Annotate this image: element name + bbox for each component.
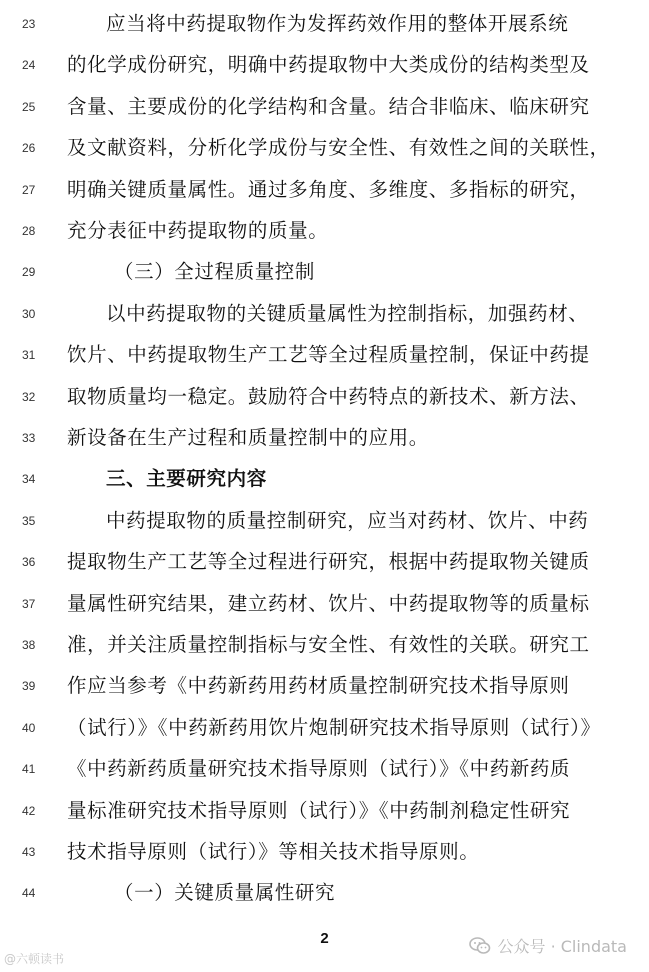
paragraph-line: 明确关键质量属性。通过多角度、多维度、多指标的研究， (67, 177, 590, 201)
document-line (0, 169, 649, 210)
paragraph-line: 技术指导原则（试行）》等相关技术指导原则。 (67, 840, 480, 863)
line-number: 30 (22, 306, 36, 321)
subsection-heading: （一）关键质量属性研究 (114, 881, 336, 905)
document-line (0, 252, 649, 293)
line-number: 29 (22, 265, 36, 280)
paragraph-line: 饮片、中药提取物生产工艺等全过程质量控制，保证中药提 (67, 343, 590, 367)
paragraph-line: 含量、主要成份的化学结构和含量。结合非临床、临床研究 (67, 94, 590, 118)
document-line (0, 707, 649, 748)
watermark-right-label: 公众号 · Clindata (497, 937, 627, 956)
line-number: 26 (22, 141, 36, 156)
document-line (0, 4, 649, 45)
paragraph-line: 应当将中药提取物作为发挥药效作用的整体开展系统 (106, 12, 569, 35)
paragraph-line: 量标准研究技术指导原则（试行）》《中药制剂稳定性研究 (67, 798, 571, 822)
document-line (0, 335, 649, 376)
line-number: 28 (22, 224, 36, 238)
line-number: 44 (22, 886, 36, 901)
document-line (0, 293, 649, 334)
line-number: 40 (22, 720, 36, 735)
document-line (0, 500, 649, 541)
document-line (0, 583, 649, 624)
paragraph-line: 的化学成份研究，明确中药提取物中大类成份的结构类型及 (67, 53, 590, 77)
line-number: 31 (22, 348, 36, 363)
line-number: 33 (22, 431, 36, 445)
line-number: 43 (22, 845, 36, 859)
document-line (0, 873, 649, 914)
subsection-heading: （三）全过程质量控制 (114, 260, 316, 284)
paragraph-line: 《中药新药质量研究技术指导原则（试行）》《中药新药质 (67, 757, 571, 781)
line-number: 24 (22, 58, 36, 73)
document-line (0, 625, 649, 666)
document-line (0, 418, 649, 459)
line-number: 25 (22, 99, 36, 114)
document-line (0, 45, 649, 86)
line-number: 32 (22, 389, 36, 404)
paragraph-line: 充分表征中药提取物的质量。 (67, 219, 329, 242)
watermark-right (469, 934, 627, 957)
paragraph-line: 量属性研究结果，建立药材、饮片、中药提取物等的质量标 (67, 591, 590, 615)
line-number: 38 (22, 638, 36, 652)
paragraph-line: 准，并关注质量控制指标与安全性、有效性的关联。研究工 (67, 633, 590, 656)
document-line (0, 376, 649, 417)
watermark-left: @六顿读书 (4, 952, 65, 966)
document-line (0, 542, 649, 583)
line-number: 34 (22, 472, 36, 487)
page-number: 2 (320, 930, 329, 947)
document-line (0, 749, 649, 790)
line-number: 42 (22, 803, 36, 818)
line-number: 27 (22, 182, 36, 197)
line-number: 36 (22, 555, 36, 570)
paragraph-line: 提取物生产工艺等全过程进行研究，根据中药提取物关键质 (67, 550, 590, 574)
section-heading: 三、主要研究内容 (106, 467, 267, 491)
paragraph-line: 及文献资料，分析化学成份与安全性、有效性之间的关联性， (67, 136, 610, 160)
paragraph-line: 取物质量均一稳定。鼓励符合中药特点的新技术、新方法、 (67, 384, 590, 408)
document-line (0, 86, 649, 127)
document-line (0, 128, 649, 169)
line-number: 37 (22, 596, 36, 611)
line-number: 41 (22, 762, 36, 777)
document-line (0, 666, 649, 707)
paragraph-line: 新设备在生产过程和质量控制中的应用。 (67, 426, 429, 449)
document-line (0, 790, 649, 831)
wechat-icon (469, 937, 491, 955)
paragraph-line: 以中药提取物的关键质量属性为控制指标，加强药材、 (106, 301, 589, 325)
line-number: 35 (22, 513, 36, 528)
paragraph-line: 中药提取物的质量控制研究，应当对药材、饮片、中药 (106, 508, 589, 532)
paragraph-line: （试行）》《中药新药用饮片炮制研究技术指导原则（试行）》 (67, 715, 601, 739)
document-line (0, 459, 649, 500)
document-line (0, 211, 649, 252)
document-line (0, 832, 649, 873)
paragraph-line: 作应当参考《中药新药用药材质量控制研究技术指导原则 (67, 674, 570, 698)
line-number: 39 (22, 679, 36, 694)
line-number: 23 (22, 17, 36, 31)
